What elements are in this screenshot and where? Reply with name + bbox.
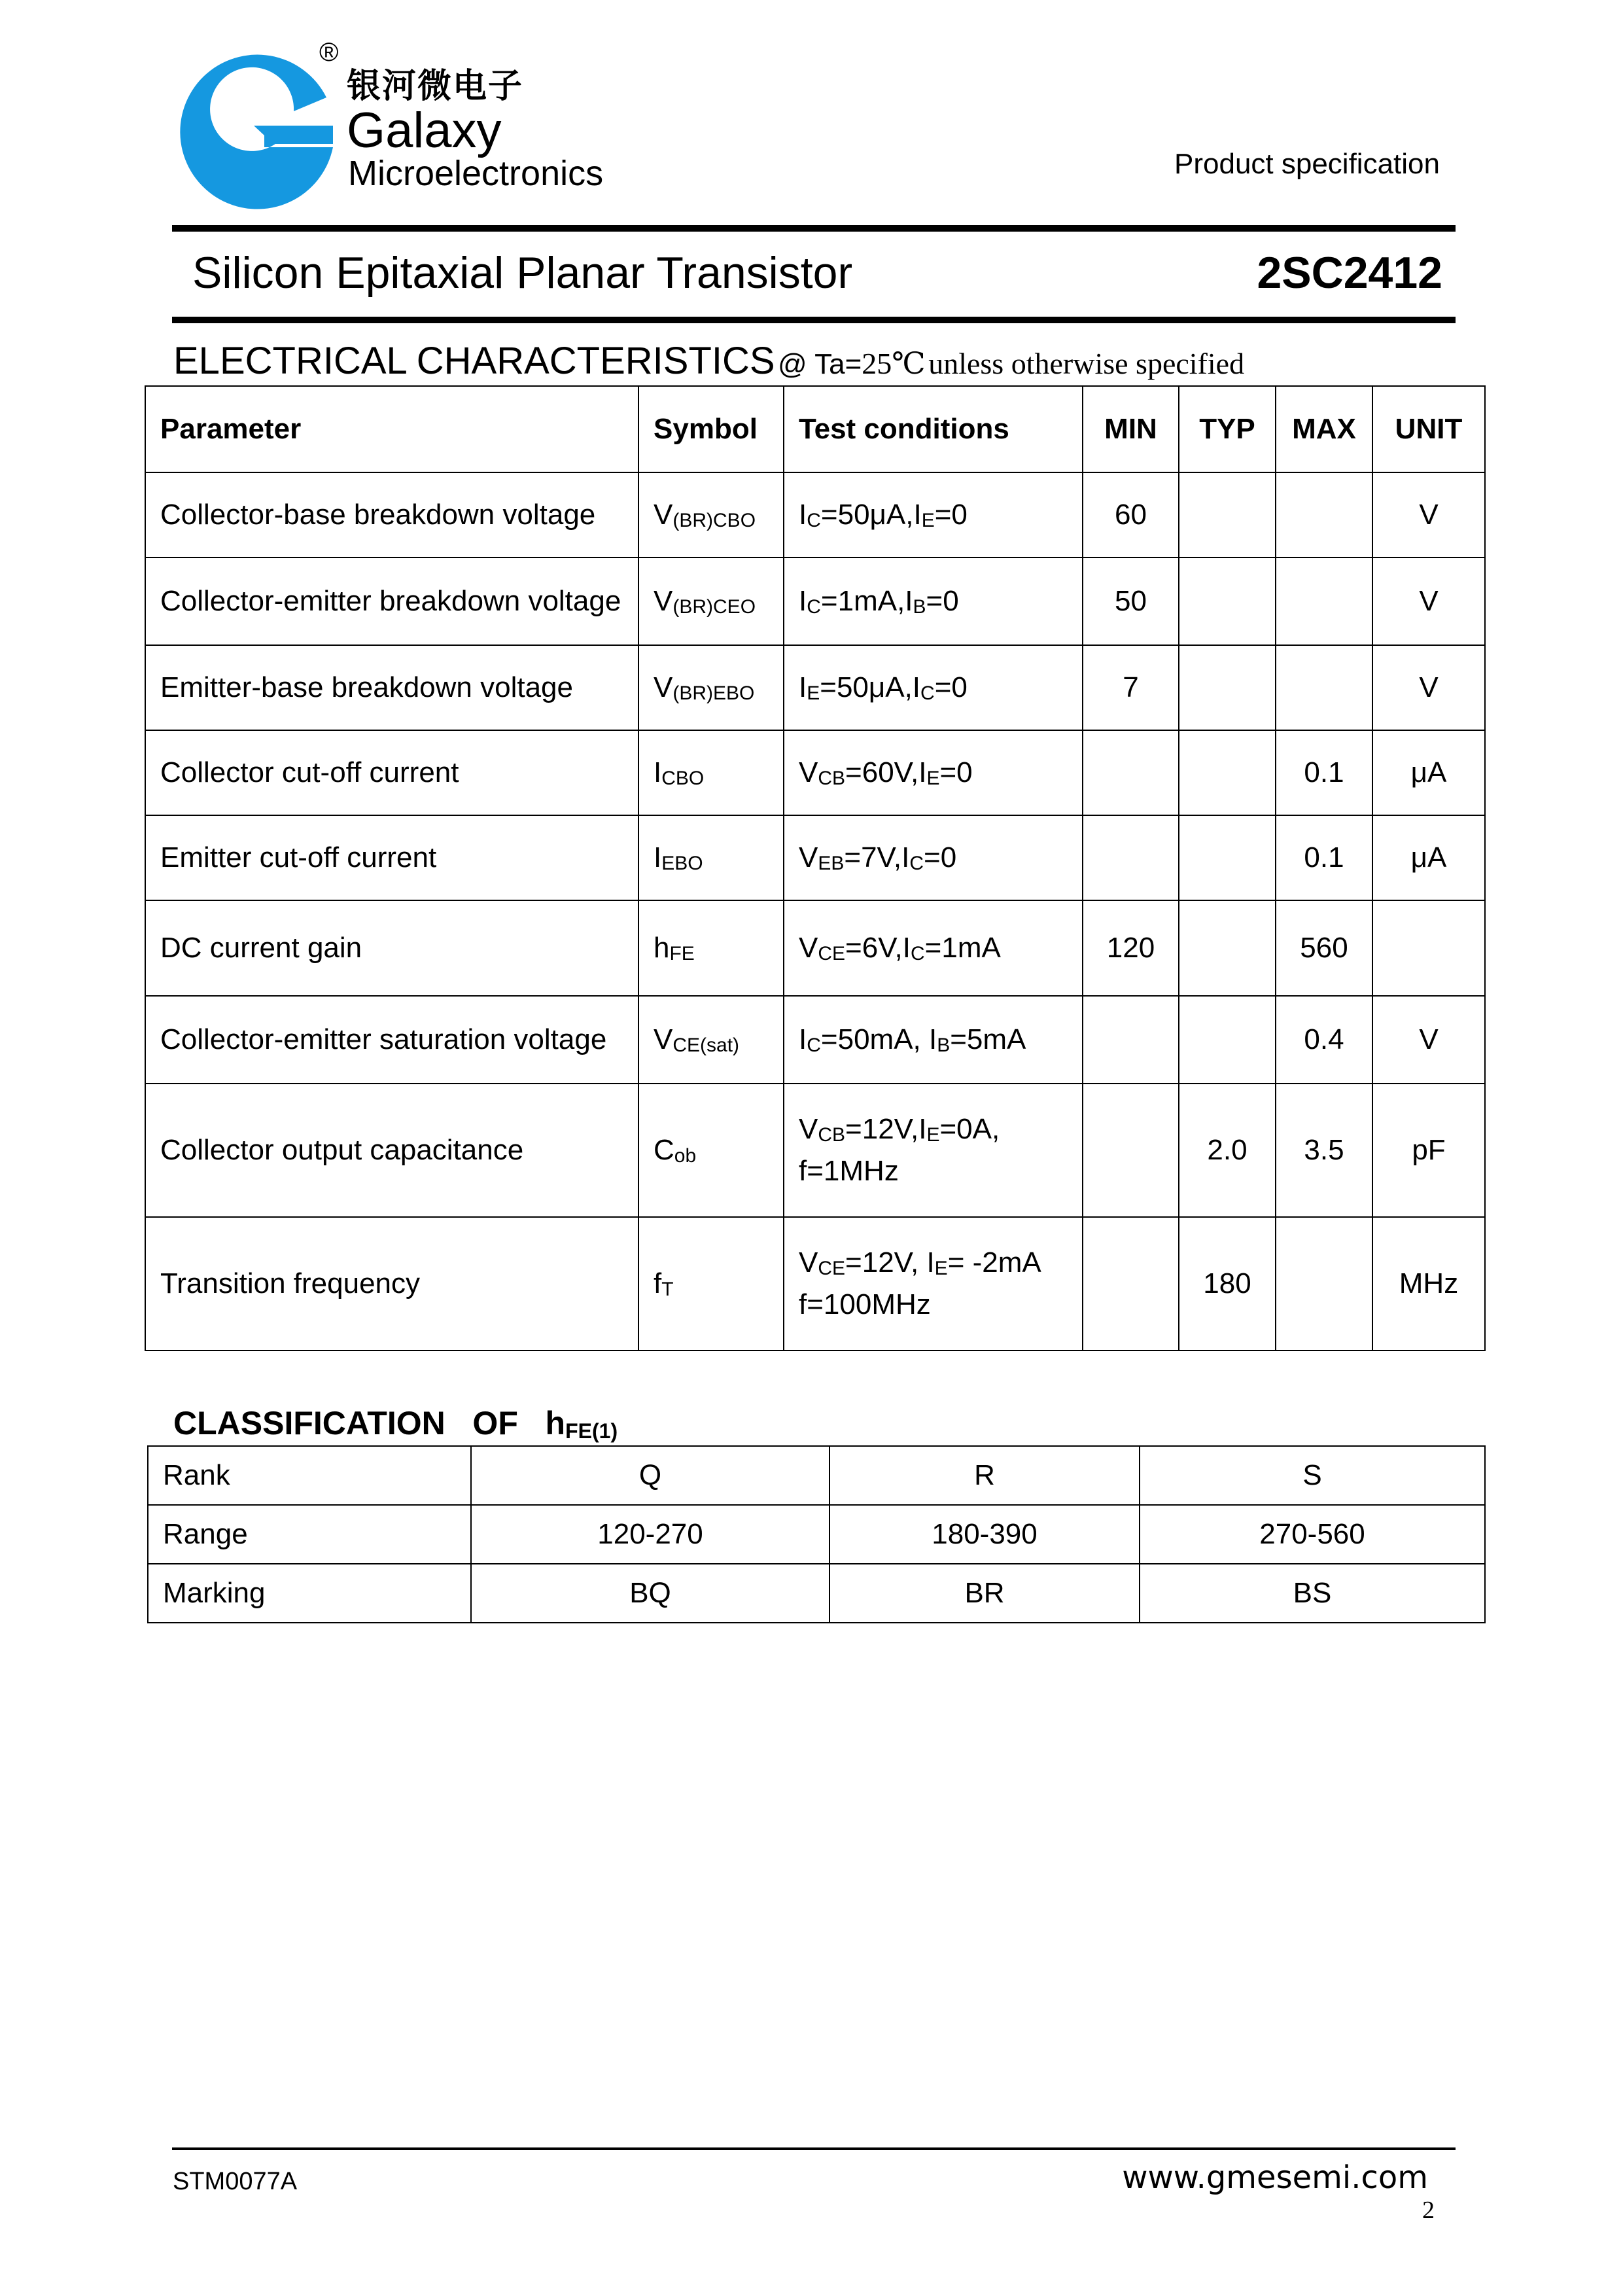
cell-label: Rank (148, 1446, 471, 1505)
test-subscript: CB (818, 1124, 846, 1146)
table-row (145, 815, 1485, 900)
table-row (145, 730, 1485, 815)
cell-typ (1179, 900, 1276, 996)
symbol-main: V (654, 1023, 673, 1055)
test-subscript: B (913, 596, 926, 618)
cell-symbol (638, 996, 784, 1084)
cell-min: 50 (1083, 557, 1179, 645)
test-text: =0 (939, 756, 973, 788)
test-subscript: C (909, 853, 924, 874)
symbol-main: V (654, 585, 673, 617)
heading-temp: 25℃ (862, 347, 926, 380)
symbol-subscript: FE (669, 943, 695, 964)
cell-typ: 2.0 (1179, 1084, 1276, 1217)
cell-rank-r: 180-390 (829, 1505, 1140, 1564)
header-top-rule (172, 225, 1456, 232)
cell-parameter: Transition frequency (145, 1217, 638, 1351)
cell-typ (1179, 472, 1276, 557)
test-subscript: E (921, 510, 935, 531)
test-text: I (799, 1023, 807, 1055)
classification-heading-main: CLASSIFICATION (173, 1405, 445, 1441)
website-url: www.gmesemi.com (1122, 2159, 1428, 2196)
symbol-main: C (654, 1134, 674, 1166)
cell-unit: V (1372, 472, 1485, 557)
col-header-min: MIN (1083, 386, 1179, 472)
cell-symbol (638, 1217, 784, 1351)
cell-unit: μA (1372, 815, 1485, 900)
test-line-1 (799, 494, 1082, 536)
symbol-main: f (654, 1267, 662, 1299)
part-number: 2SC2412 (1257, 248, 1442, 298)
page-number: 2 (1422, 2197, 1435, 2224)
test-subscript: E (926, 768, 940, 789)
test-text: =50μA,I (820, 499, 922, 531)
classification-row (148, 1505, 1485, 1564)
test-line-1 (799, 1019, 1082, 1061)
cell-min (1083, 996, 1179, 1084)
table-header-row (145, 386, 1485, 472)
test-line-2: f=100MHz (799, 1288, 931, 1320)
cell-rank-r: R (829, 1446, 1140, 1505)
test-subscript: E (926, 1124, 940, 1146)
test-text: V (799, 756, 818, 788)
test-subscript: E (807, 682, 820, 704)
cell-test-conditions (784, 996, 1083, 1084)
test-text: I (799, 671, 807, 703)
test-line-1 (799, 1242, 1082, 1284)
table-row (145, 557, 1485, 645)
product-specification-label: Product specification (1174, 148, 1440, 180)
classification-heading (173, 1404, 618, 1451)
test-line-1 (799, 667, 1082, 709)
cell-unit (1372, 900, 1485, 996)
col-header-parameter: Parameter (145, 386, 638, 472)
cell-rank-q: 120-270 (471, 1505, 829, 1564)
cell-symbol (638, 815, 784, 900)
cell-max (1276, 472, 1372, 557)
cell-symbol (638, 645, 784, 730)
col-header-typ: TYP (1179, 386, 1276, 472)
test-text: =6V,I (845, 932, 911, 964)
cell-max (1276, 557, 1372, 645)
cell-test-conditions (784, 1217, 1083, 1351)
cell-rank-s: BS (1140, 1564, 1485, 1623)
brand-name-galaxy: Galaxy (347, 103, 502, 158)
cell-min (1083, 730, 1179, 815)
col-header-max: MAX (1276, 386, 1372, 472)
test-text: =5mA (950, 1023, 1026, 1055)
test-text: =1mA (924, 932, 1001, 964)
symbol-subscript: CBO (661, 768, 705, 789)
cell-typ (1179, 996, 1276, 1084)
cell-parameter: Collector-base breakdown voltage (145, 472, 638, 557)
test-line-1 (799, 752, 1082, 794)
cell-symbol (638, 1084, 784, 1217)
heading-at: @ Ta= (778, 348, 862, 380)
table-row (145, 645, 1485, 730)
electrical-characteristics-heading (173, 339, 1244, 383)
test-text: V (799, 1246, 818, 1279)
cell-typ (1179, 815, 1276, 900)
cell-max: 0.4 (1276, 996, 1372, 1084)
classification-row (148, 1446, 1485, 1505)
test-text: V (799, 1113, 818, 1145)
symbol-subscript: (BR)CBO (672, 510, 756, 531)
cell-symbol (638, 557, 784, 645)
cell-parameter: DC current gain (145, 900, 638, 996)
test-subscript: C (910, 943, 925, 964)
test-text: =0 (934, 499, 968, 531)
col-header-unit: UNIT (1372, 386, 1485, 472)
cell-rank-q: BQ (471, 1564, 829, 1623)
classification-table (147, 1445, 1486, 1623)
cell-unit: MHz (1372, 1217, 1485, 1351)
cell-symbol (638, 472, 784, 557)
test-text: =0 (926, 585, 959, 617)
cell-parameter: Emitter-base breakdown voltage (145, 645, 638, 730)
test-text: =7V,I (844, 841, 910, 874)
cell-unit: V (1372, 645, 1485, 730)
symbol-main: V (654, 499, 673, 531)
col-header-symbol: Symbol (638, 386, 784, 472)
cell-typ (1179, 557, 1276, 645)
test-subscript: E (934, 1258, 948, 1279)
cell-test-conditions (784, 815, 1083, 900)
cell-test-conditions (784, 645, 1083, 730)
cell-test-conditions (784, 1084, 1083, 1217)
test-text: =60V,I (845, 756, 927, 788)
col-header-test-conditions: Test conditions (784, 386, 1083, 472)
cell-max: 560 (1276, 900, 1372, 996)
cell-max: 0.1 (1276, 730, 1372, 815)
test-line-2: f=1MHz (799, 1155, 899, 1187)
cell-symbol (638, 900, 784, 996)
cell-min: 60 (1083, 472, 1179, 557)
cell-test-conditions (784, 557, 1083, 645)
test-subscript: CE (818, 943, 846, 964)
test-subscript: C (807, 510, 821, 531)
cell-rank-r: BR (829, 1564, 1140, 1623)
cell-test-conditions (784, 472, 1083, 557)
cell-min: 120 (1083, 900, 1179, 996)
cell-max: 0.1 (1276, 815, 1372, 900)
galaxy-logo-icon (175, 52, 339, 209)
cell-min (1083, 1217, 1179, 1351)
symbol-subscript: (BR)EBO (672, 682, 755, 704)
classification-heading-sub: FE(1) (565, 1419, 618, 1443)
cell-max (1276, 1217, 1372, 1351)
document-code: STM0077A (173, 2168, 298, 2195)
cell-unit: V (1372, 557, 1485, 645)
symbol-main: I (654, 841, 662, 874)
cell-symbol (638, 730, 784, 815)
cell-unit: μA (1372, 730, 1485, 815)
cell-min (1083, 1084, 1179, 1217)
test-line-1 (799, 580, 1082, 622)
cell-max: 3.5 (1276, 1084, 1372, 1217)
test-text: =12V,I (845, 1113, 927, 1145)
test-subscript: C (920, 682, 935, 704)
symbol-main: V (654, 671, 673, 703)
heading-note: unless otherwise specified (928, 347, 1245, 380)
header-bottom-rule (172, 317, 1456, 323)
cell-unit: pF (1372, 1084, 1485, 1217)
cell-rank-s: S (1140, 1446, 1485, 1505)
test-text: V (799, 932, 818, 964)
cell-max (1276, 645, 1372, 730)
cell-parameter: Collector-emitter saturation voltage (145, 996, 638, 1084)
test-subscript: C (807, 1034, 821, 1056)
cell-label: Range (148, 1505, 471, 1564)
classification-heading-of: OF (472, 1405, 518, 1441)
cell-typ (1179, 645, 1276, 730)
test-text: V (799, 841, 818, 874)
test-text: I (799, 499, 807, 531)
cell-test-conditions (784, 730, 1083, 815)
test-subscript: B (937, 1034, 951, 1056)
test-text: =0 (934, 671, 968, 703)
cell-typ: 180 (1179, 1217, 1276, 1351)
test-subscript: CB (818, 768, 846, 789)
test-text: =1mA,I (820, 585, 913, 617)
test-text: = -2mA (947, 1246, 1041, 1279)
table-row (145, 900, 1485, 996)
table-row (145, 996, 1485, 1084)
table-row (145, 1217, 1485, 1351)
symbol-subscript: ob (674, 1145, 697, 1167)
cell-parameter: Collector cut-off current (145, 730, 638, 815)
brand-name-microelectronics: Microelectronics (348, 154, 604, 193)
test-text: =0 (924, 841, 957, 874)
test-subscript: EB (818, 853, 845, 874)
cell-parameter: Emitter cut-off current (145, 815, 638, 900)
test-text: I (799, 585, 807, 617)
test-text: =50mA, I (820, 1023, 937, 1055)
cell-rank-s: 270-560 (1140, 1505, 1485, 1564)
document-title: Silicon Epitaxial Planar Transistor (192, 248, 853, 298)
test-line-1 (799, 927, 1082, 969)
cell-test-conditions (784, 900, 1083, 996)
test-subscript: C (807, 596, 821, 618)
test-line-1 (799, 837, 1082, 879)
symbol-subscript: (BR)CEO (672, 596, 756, 618)
cell-min (1083, 815, 1179, 900)
test-text: =50μA,I (820, 671, 921, 703)
test-subscript: CE (818, 1258, 846, 1279)
symbol-subscript: CE(sat) (672, 1034, 740, 1056)
footer-rule (172, 2147, 1456, 2150)
cell-parameter: Collector-emitter breakdown voltage (145, 557, 638, 645)
brand-name-chinese: 银河微电子 (347, 67, 524, 105)
cell-min: 7 (1083, 645, 1179, 730)
test-text: =0A, (939, 1113, 1000, 1145)
cell-label: Marking (148, 1564, 471, 1623)
cell-parameter: Collector output capacitance (145, 1084, 638, 1217)
symbol-main: I (654, 756, 662, 788)
cell-unit: V (1372, 996, 1485, 1084)
table-row (145, 472, 1485, 557)
symbol-subscript: EBO (661, 853, 703, 874)
symbol-main: h (654, 932, 670, 964)
cell-typ (1179, 730, 1276, 815)
classification-row (148, 1564, 1485, 1623)
test-text: =12V, I (845, 1246, 935, 1279)
electrical-characteristics-table (145, 385, 1486, 1351)
heading-main: ELECTRICAL CHARACTERISTICS (173, 340, 775, 382)
symbol-subscript: T (661, 1279, 674, 1300)
classification-heading-h: h (545, 1405, 566, 1441)
test-line-1 (799, 1108, 1082, 1150)
registered-mark: ® (319, 38, 339, 67)
table-row (145, 1084, 1485, 1217)
cell-rank-q: Q (471, 1446, 829, 1505)
